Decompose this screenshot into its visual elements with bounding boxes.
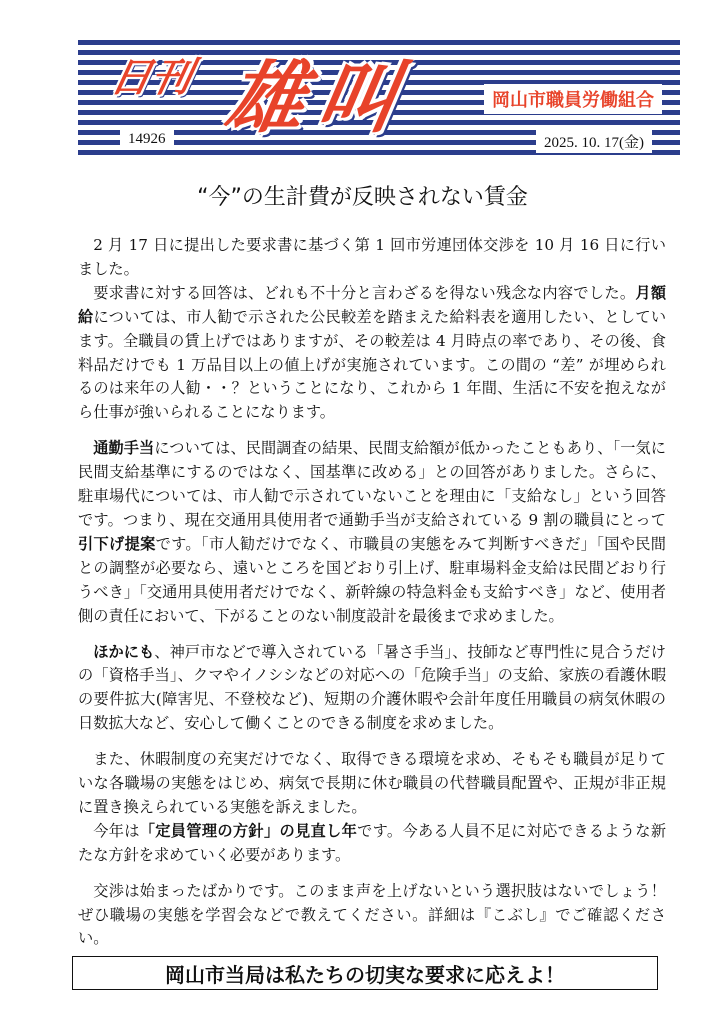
paragraph-7: 交渉は始まったばかりです。このまま声を上げないという選択肢はないでしょう！ぜひ職場の実態を学習会などで教えてください。詳細は『こぶし』でご確認ください。 — [78, 881, 666, 948]
paragraph-2 — [78, 282, 666, 425]
paragraph-3 — [78, 437, 666, 628]
issue-number: 14926 — [120, 130, 174, 149]
paragraph-4-rest: 、神戸市などで導入されている「暑さ手当」、技師など専門性に見合うだけの「資格手当」、クマやイノシシなどの対応への「危険手当」の支給、家族の看護休暇の要件拡大(障害児、不登校など)、短期の介護休暇や会計年度任用職員の病気休暇の日数拡大など、安心して働くことのできる制度を求めました。 — [78, 642, 666, 733]
paragraph-6-lead: 今年は — [93, 821, 140, 840]
paragraph-3-text1: については、民間調査の結果、民間支給額が低かったこともあり、「一気に民間支給基準にするのではなく、国基準に改める」との回答がありました。さらに、駐車場代については、市人勧で示されていないことを理由に「支給なし」という回答です。つまり、現在交通用具使用者で通勤手当が支給されている 9 割の職員にとって — [78, 439, 666, 529]
keyword-commute-allowance: 通勤手当 — [93, 439, 155, 458]
paragraph-2-rest: については、市人勧で示された公民較差を踏まえた給料表を適用したい、としています。全職員の賃上げではありますが、その較差は 4 月時点の率であり、その後、食料品だけでも 1 万品目以上の値上げが実施されています。この間の “差” が埋められるのは来年の人勧・・？ということになり、これから 1 年間、生活に不安を抱えながら仕事が強いられることになります。 — [78, 307, 667, 422]
article-body — [78, 234, 666, 951]
keyword-others: ほかにも — [93, 642, 155, 661]
keyword-monthly-pay: 月額給 — [78, 283, 667, 326]
paragraph-6-rest: です。今ある人員不足に対応できるような新たな方針を求めていく必要があります。 — [78, 821, 667, 864]
page-title: “今”の生計費が反映されない賃金 — [197, 185, 528, 210]
paragraph-2-lead: 要求書に対する回答は、どれも不十分と言わざるを得ない残念な内容でした。 — [93, 283, 636, 302]
paragraph-6 — [78, 820, 666, 868]
masthead — [78, 38, 680, 160]
masthead-big-title: 雄叫 — [218, 54, 419, 144]
paragraph-4 — [78, 641, 666, 737]
keyword-staffing-policy: 「定員管理の方針」の見直し年 — [139, 821, 358, 840]
issue-date: 2025. 10. 17(金) — [536, 130, 652, 153]
masthead-small-title: 日刊 — [106, 55, 197, 101]
paragraph-5: また、休暇制度の充実だけでなく、取得できる環境を求め、そもそも職員が足りていな各職場の実態をはじめ、病気で長期に休む職員の代替職員配置や、正規が非正規に置き換えられている実態を訴えました。 — [78, 750, 666, 816]
paragraph-1: 2 月 17 日に提出した要求書に基づく第 1 回市労連団体交渉を 10 月 16 日に行いました。 — [78, 236, 666, 278]
paragraph-3-text2: です。「市人勧だけでなく、市職員の実態をみて判断すべきだ」「国や民間との調整が必要なら、遠いところを国どおり引上げ、駐車場料金支給は民間どおり行うべき」「交通用具使用者だけでなく、新幹線の特急料金も支給すべき」など、使用者側の責任において、下がることのない制度設計を最後まで求めました。 — [78, 534, 666, 625]
keyword-reduction-proposal: 引下げ提案 — [78, 534, 156, 553]
union-name: 岡山市職員労働組合 — [484, 84, 662, 114]
closing-banner: 岡山市当局は私たちの切実な要求に応えよ！ — [72, 956, 658, 990]
